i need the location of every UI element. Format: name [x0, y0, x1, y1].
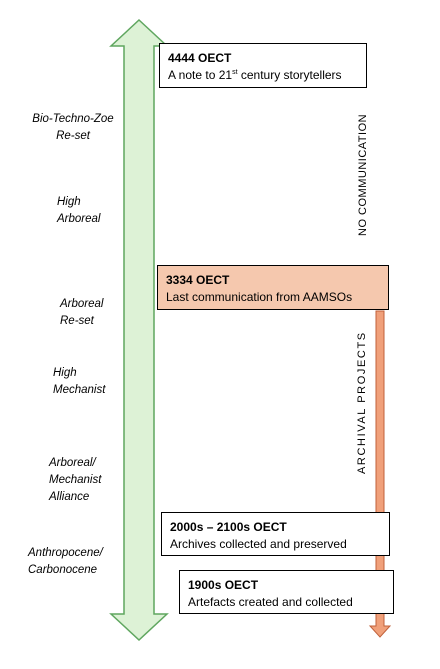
event-title: 1900s OECT [188, 578, 259, 592]
event-description: A note to 21st century storytellers [168, 68, 342, 82]
event-description: Artefacts created and collected [188, 595, 353, 609]
event-title: 2000s – 2100s OECT [170, 520, 287, 534]
event-box-1900s [179, 570, 394, 614]
archival-projects-label: ARCHIVAL PROJECTS [356, 331, 368, 474]
era-anthropocene-carbonocene: Anthropocene/ Carbonocene [28, 547, 103, 576]
event-title: 4444 OECT [168, 51, 232, 65]
era-arboreal-mechanist-alliance: Arboreal/ Mechanist Alliance [49, 457, 102, 503]
era-high-arboreal: High Arboreal [57, 196, 101, 225]
event-description: Last communication from AAMSOs [166, 290, 353, 304]
no-communication-label: NO COMMUNICATION [357, 113, 369, 236]
event-description: Archives collected and preserved [170, 537, 347, 551]
era-bio-techno-zoe-reset: Bio-Techno-Zoe Re-set [32, 113, 114, 142]
era-high-mechanist: High Mechanist [53, 367, 106, 396]
event-box-2000s [161, 512, 390, 556]
event-box-3334 [157, 265, 389, 310]
event-title: 3334 OECT [166, 273, 230, 287]
event-box-4444 [159, 43, 367, 88]
era-arboreal-reset: Arboreal Re-set [60, 298, 104, 327]
